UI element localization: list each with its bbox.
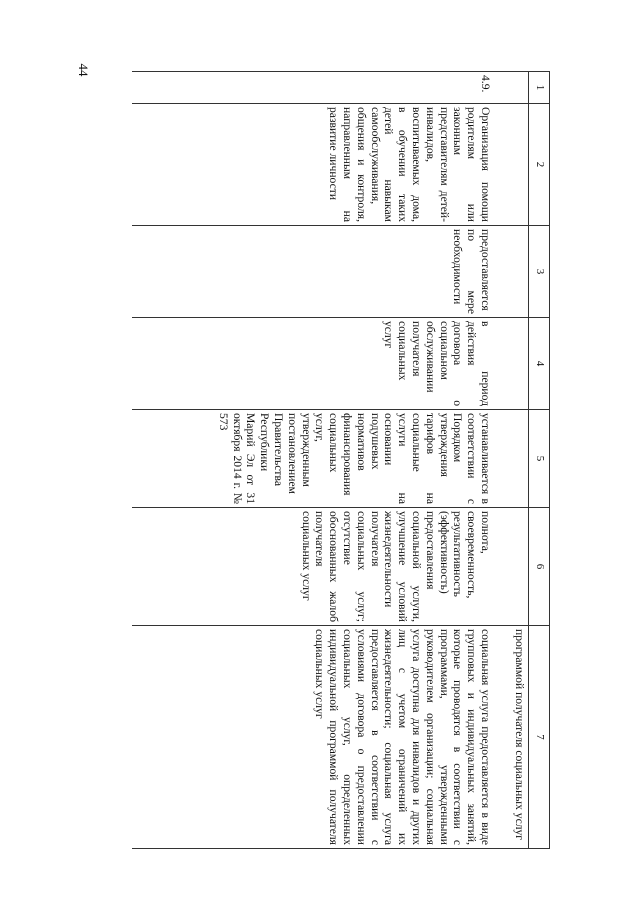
conditions-text: социальная услуга предоставляется в виде групповых и индивидуальных занятий, которые проводятся в соответствии с программами, утвержденными руководителем организации; социальная услуга доступна для инвалидов и других лиц с учетом ограничений их жизнедеятельности; социальная услуга предоставляется в соответствии с условиями договора о предоставлении социальных услуг, определенных индивидуальной программой получателя социальных услуг [313,629,492,845]
header-col-6: 6 [529,508,550,626]
cont-cell-7 [494,626,529,849]
header-col-1: 1 [529,72,550,104]
period-text: в период действия договора о социальном обслуживании получателя социальных услуг [382,321,492,406]
cont-cell-4 [494,318,529,410]
cont-cell-3 [494,226,529,318]
cont-cell-6 [494,508,529,626]
quality-cell [132,508,494,626]
continuation-row [494,72,529,849]
header-col-4: 4 [529,318,550,410]
row-number: 4.9. [479,75,492,93]
service-name: Организация помощи родителям или законным представителям детей-инвалидов, воспитываемых дома, в обучении таких детей навыкам самообслуживания, общения и контроля, направленным на развитие личности [327,107,492,222]
header-col-3: 3 [529,226,550,318]
period-cell [132,318,494,410]
quality-text: полнота, своевременность, результативность (эффективность) предоставления социальной услуги, улучшение условий жизнедеятельности получателя социальных услуг; отсутствие обоснованных жалоб получателя социальных услуг [299,511,492,622]
cont-cell-5 [494,410,529,508]
provision-text: предоставляется по мере необходимости [451,229,492,314]
header-col-5: 5 [529,410,550,508]
row-number-cell [132,72,494,104]
table-row [132,72,494,849]
services-table [116,71,550,848]
tariff-text: устанавливается в соответствии с Порядком утверждения тарифов на социальные услуги на основании подушевых нормативов финансирования социальных услуг, утвержденным постановлением Правительства Республики Марий Эл от 31 октября 2014 г. № 573 [216,413,492,504]
header-col-7: 7 [529,626,550,849]
tariff-cell [132,410,494,508]
continuation-text: программой получателя социальных услуг [513,629,526,841]
header-col-2: 2 [529,104,550,226]
conditions-cell [132,626,494,849]
provision-cell [132,226,494,318]
cont-cell-1 [494,72,529,104]
service-cell [132,104,494,226]
cont-cell-2 [494,104,529,226]
header-row [529,72,550,849]
page-number: 44 [76,63,91,77]
